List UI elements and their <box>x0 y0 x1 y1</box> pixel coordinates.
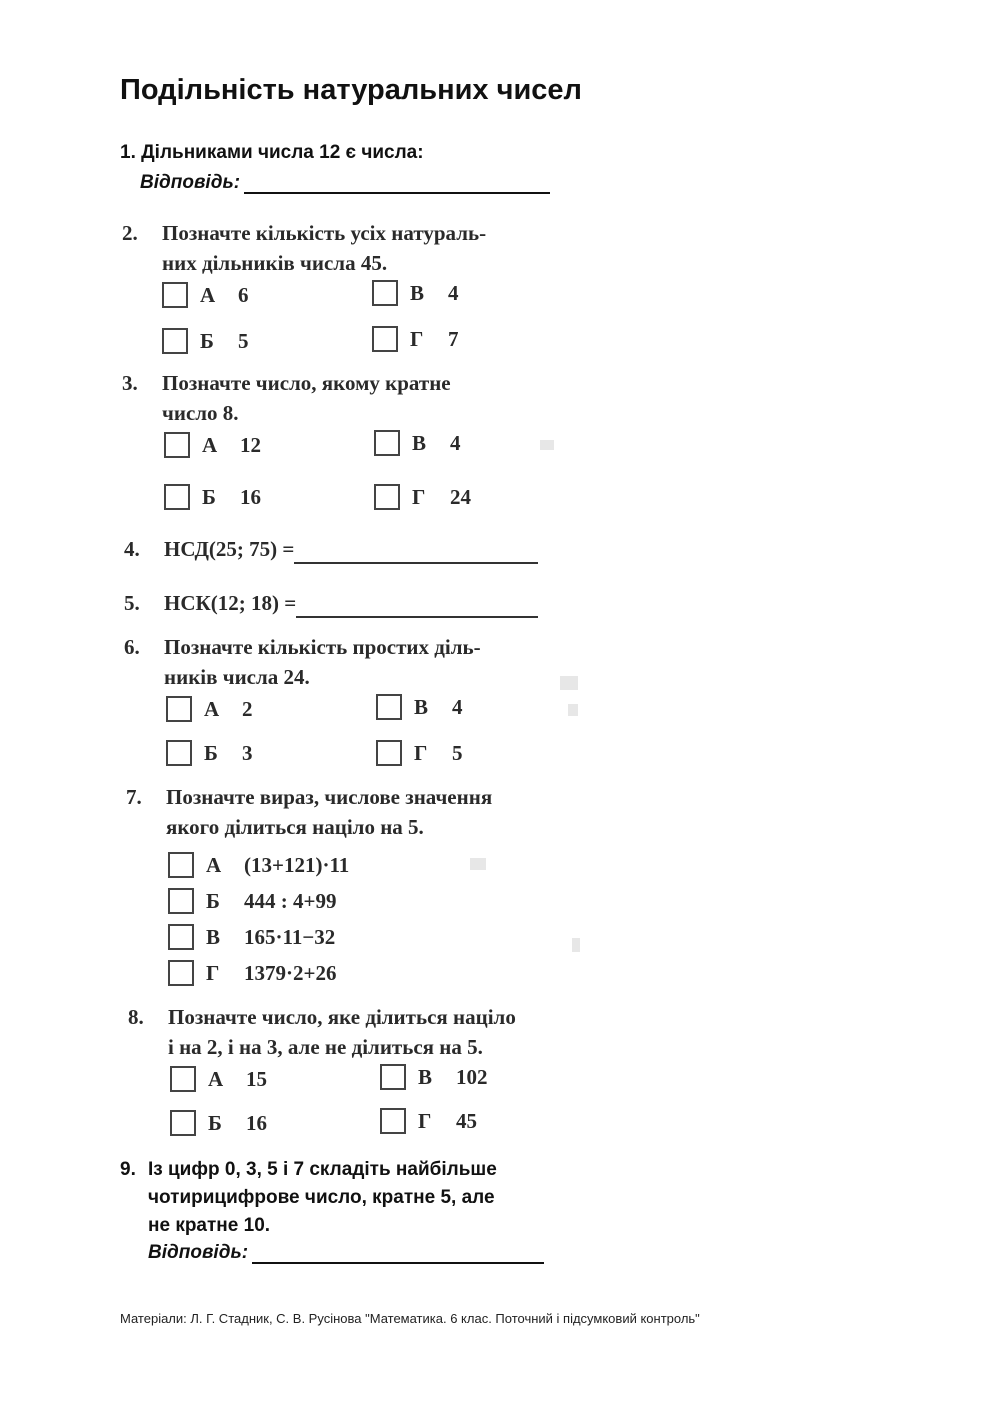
question-1-answer[interactable] <box>140 172 550 194</box>
question-9-answer[interactable] <box>148 1242 544 1264</box>
checkbox[interactable] <box>380 1064 406 1090</box>
q6-option-v[interactable]: В 4 <box>376 694 463 720</box>
question-7-number: 7. <box>126 785 142 809</box>
scan-artifact <box>560 676 578 690</box>
question-1-number: 1. <box>120 142 136 163</box>
checkbox[interactable] <box>162 282 188 308</box>
q2-option-g[interactable]: Г 7 <box>372 326 459 352</box>
question-7-line-2: якого ділиться націло на 5. <box>166 815 424 839</box>
checkbox[interactable] <box>164 484 190 510</box>
answer-label: Відповідь: <box>140 172 241 193</box>
q3-option-g[interactable]: Г 24 <box>374 484 471 510</box>
question-1 <box>120 142 424 164</box>
question-8-line-2: і на 2, і на 3, але не ділиться на 5. <box>168 1035 483 1059</box>
question-3-number: 3. <box>122 371 138 395</box>
question-7 <box>126 782 492 842</box>
q6-option-b[interactable]: Б 3 <box>166 740 253 766</box>
q3-option-v[interactable]: В 4 <box>374 430 461 456</box>
page-title: Подільність натуральних чисел <box>120 74 582 106</box>
question-3-line-2: число 8. <box>162 401 239 425</box>
question-6 <box>124 632 481 692</box>
checkbox[interactable] <box>372 326 398 352</box>
q7-option-b[interactable]: Б 444 : 4+99 <box>168 888 336 914</box>
question-4 <box>124 534 538 564</box>
question-8-number: 8. <box>128 1005 144 1029</box>
question-3-line-1: Позначте число, якому кратне <box>162 371 451 395</box>
checkbox[interactable] <box>170 1066 196 1092</box>
question-5-answer-line[interactable] <box>296 596 538 618</box>
checkbox[interactable] <box>168 960 194 986</box>
q2-option-a[interactable]: А 6 <box>162 282 249 308</box>
question-5 <box>124 588 538 618</box>
question-9-line-1: Із цифр 0, 3, 5 і 7 складіть найбільше <box>148 1159 497 1180</box>
checkbox[interactable] <box>376 694 402 720</box>
question-6-line-1: Позначте кількість простих діль- <box>164 635 481 659</box>
q7-option-v[interactable]: В 165·11−32 <box>168 924 335 950</box>
q8-option-g[interactable]: Г 45 <box>380 1108 477 1134</box>
question-9 <box>120 1156 497 1240</box>
q3-option-a[interactable]: А 12 <box>164 432 261 458</box>
question-3 <box>122 368 451 428</box>
answer-line[interactable] <box>252 1244 544 1264</box>
question-9-line-3: не кратне 10. <box>148 1215 271 1236</box>
question-5-text: НСК(12; 18) = <box>164 591 297 615</box>
question-5-number: 5. <box>124 591 140 615</box>
scan-artifact <box>568 704 578 716</box>
q7-option-a[interactable]: А (13+121)·11 <box>168 852 349 878</box>
checkbox[interactable] <box>376 740 402 766</box>
q3-option-b[interactable]: Б 16 <box>164 484 261 510</box>
question-4-text: НСД(25; 75) = <box>164 537 295 561</box>
checkbox[interactable] <box>380 1108 406 1134</box>
q6-option-a[interactable]: А 2 <box>166 696 253 722</box>
q8-option-b[interactable]: Б 16 <box>170 1110 267 1136</box>
question-8-line-1: Позначте число, яке ділиться націло <box>168 1005 516 1029</box>
scan-artifact <box>540 440 554 450</box>
checkbox[interactable] <box>168 852 194 878</box>
question-9-line-2: чотирицифрове число, кратне 5, але <box>148 1187 495 1208</box>
q2-option-v[interactable]: В 4 <box>372 280 459 306</box>
checkbox[interactable] <box>162 328 188 354</box>
question-6-line-2: ників числа 24. <box>164 665 310 689</box>
question-4-answer-line[interactable] <box>294 542 538 564</box>
question-1-text: Дільниками числа 12 є числа: <box>141 142 424 163</box>
scan-artifact <box>470 858 486 870</box>
question-2-line-1: Позначте кількість усіх натураль- <box>162 221 487 245</box>
q8-option-a[interactable]: А 15 <box>170 1066 267 1092</box>
checkbox[interactable] <box>166 740 192 766</box>
scan-artifact <box>572 938 580 952</box>
footer-source: Матеріали: Л. Г. Стадник, С. В. Русінова "Математика. 6 клас. Поточний і підсумковий контроль" <box>120 1311 700 1326</box>
checkbox[interactable] <box>166 696 192 722</box>
question-4-number: 4. <box>124 537 140 561</box>
checkbox[interactable] <box>164 432 190 458</box>
checkbox[interactable] <box>168 924 194 950</box>
q8-option-v[interactable]: В 102 <box>380 1064 488 1090</box>
question-2 <box>122 218 486 278</box>
q6-option-g[interactable]: Г 5 <box>376 740 463 766</box>
checkbox[interactable] <box>374 484 400 510</box>
checkbox[interactable] <box>168 888 194 914</box>
question-7-line-1: Позначте вираз, числове значення <box>166 785 493 809</box>
checkbox[interactable] <box>372 280 398 306</box>
question-8 <box>128 1002 516 1062</box>
q2-option-b[interactable]: Б 5 <box>162 328 249 354</box>
answer-label: Відповідь: <box>148 1242 249 1263</box>
question-6-number: 6. <box>124 635 140 659</box>
question-2-number: 2. <box>122 221 138 245</box>
question-9-number: 9. <box>120 1159 136 1180</box>
question-2-line-2: них дільників числа 45. <box>162 251 388 275</box>
answer-line[interactable] <box>244 174 550 194</box>
q7-option-g[interactable]: Г 1379·2+26 <box>168 960 336 986</box>
checkbox[interactable] <box>374 430 400 456</box>
checkbox[interactable] <box>170 1110 196 1136</box>
